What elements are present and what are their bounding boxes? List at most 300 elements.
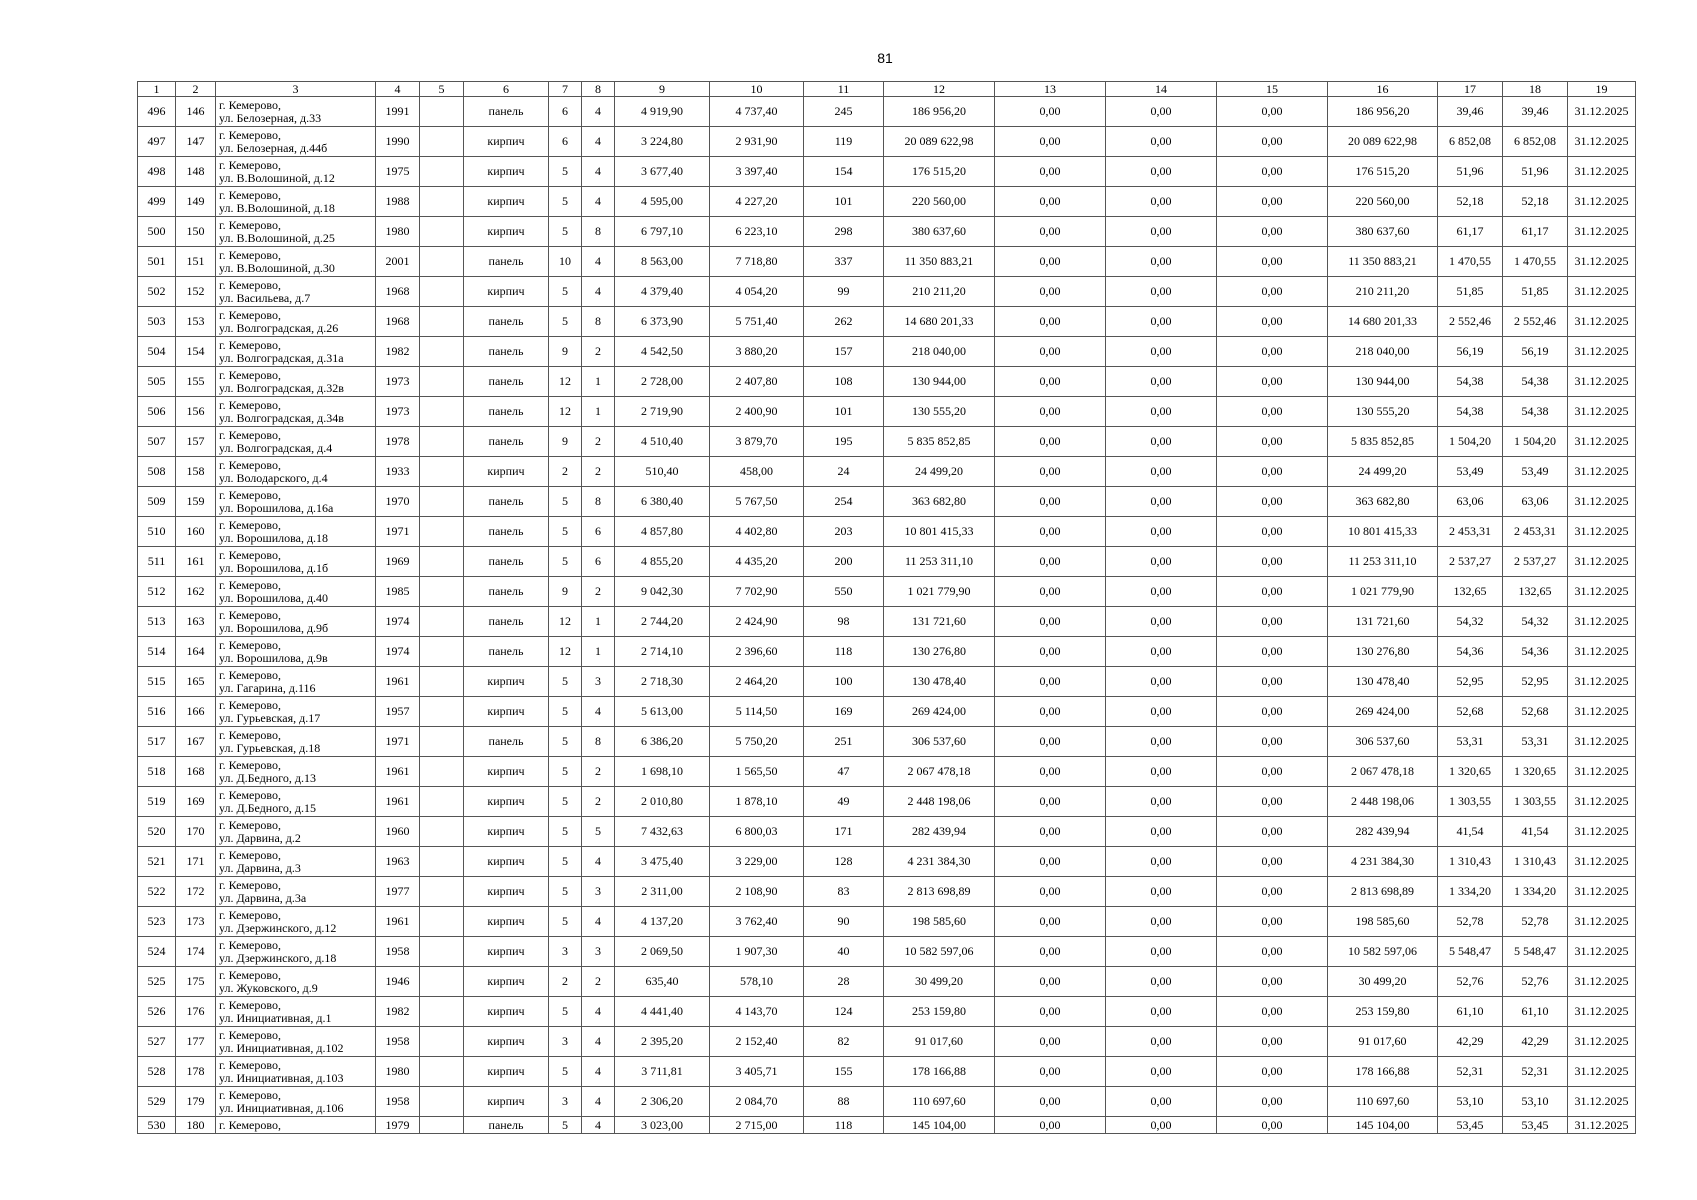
list-number-cell: 160 (176, 517, 216, 547)
build-year-cell: 1968 (376, 277, 420, 307)
cost-total-cell: 24 499,20 (884, 457, 995, 487)
col-15-cell: 0,00 (1217, 847, 1328, 877)
row-number-cell: 518 (138, 757, 176, 787)
address-city: г. Кемерово, (219, 97, 281, 112)
row-number-cell: 529 (138, 1087, 176, 1117)
list-number-cell: 162 (176, 577, 216, 607)
completion-date-cell: 31.12.2025 (1568, 157, 1636, 187)
residents-cell: 124 (804, 997, 884, 1027)
specific-cost-18-cell: 1 470,55 (1503, 247, 1568, 277)
area-total-cell: 8 563,00 (615, 247, 710, 277)
cost-col-16-cell: 2 813 698,89 (1328, 877, 1438, 907)
area-living-cell: 3 879,70 (710, 427, 804, 457)
address-street: ул. В.Волошиной, д.18 (219, 200, 335, 215)
address-cell (216, 667, 376, 697)
address-cell (216, 1117, 376, 1134)
list-number-cell: 150 (176, 217, 216, 247)
specific-cost-17-cell: 42,29 (1438, 1027, 1503, 1057)
entrances-cell: 4 (582, 187, 615, 217)
floors-cell: 5 (549, 187, 582, 217)
table-row (138, 907, 1636, 937)
area-living-cell: 4 435,20 (710, 547, 804, 577)
address-cell (216, 1087, 376, 1117)
area-total-cell: 3 711,81 (615, 1057, 710, 1087)
floors-cell: 5 (549, 907, 582, 937)
col-13-cell: 0,00 (995, 1057, 1106, 1087)
area-living-cell: 2 715,00 (710, 1117, 804, 1134)
list-number-cell: 175 (176, 967, 216, 997)
table-row (138, 397, 1636, 427)
cost-total-cell: 380 637,60 (884, 217, 995, 247)
column-number-10: 10 (710, 82, 804, 97)
col-5-cell (420, 247, 464, 277)
specific-cost-18-cell: 53,31 (1503, 727, 1568, 757)
list-number-cell: 163 (176, 607, 216, 637)
list-number-cell: 146 (176, 97, 216, 127)
address-city: г. Кемерово, (219, 607, 281, 622)
table-row (138, 1057, 1636, 1087)
col-5-cell (420, 937, 464, 967)
col-5-cell (420, 697, 464, 727)
build-year-cell: 1979 (376, 1117, 420, 1134)
col-14-cell: 0,00 (1106, 727, 1217, 757)
col-5-cell (420, 607, 464, 637)
floors-cell: 3 (549, 937, 582, 967)
table-row (138, 577, 1636, 607)
address-street: ул. Инициативная, д.1 (219, 1010, 332, 1025)
col-13-cell: 0,00 (995, 187, 1106, 217)
col-15-cell: 0,00 (1217, 1057, 1328, 1087)
col-14-cell: 0,00 (1106, 817, 1217, 847)
floors-cell: 5 (549, 307, 582, 337)
row-number-cell: 502 (138, 277, 176, 307)
cost-col-16-cell: 20 089 622,98 (1328, 127, 1438, 157)
completion-date-cell: 31.12.2025 (1568, 847, 1636, 877)
cost-total-cell: 5 835 852,85 (884, 427, 995, 457)
specific-cost-17-cell: 41,54 (1438, 817, 1503, 847)
build-year-cell: 1975 (376, 157, 420, 187)
wall-material-cell: кирпич (464, 757, 549, 787)
cost-total-cell: 186 956,20 (884, 97, 995, 127)
col-15-cell: 0,00 (1217, 457, 1328, 487)
completion-date-cell: 31.12.2025 (1568, 727, 1636, 757)
address-city: г. Кемерово, (219, 457, 281, 472)
col-5-cell (420, 1027, 464, 1057)
cost-col-16-cell: 176 515,20 (1328, 157, 1438, 187)
area-total-cell: 3 475,40 (615, 847, 710, 877)
address-city: г. Кемерово, (219, 727, 281, 742)
cost-col-16-cell: 380 637,60 (1328, 217, 1438, 247)
area-living-cell: 5 114,50 (710, 697, 804, 727)
build-year-cell: 1961 (376, 667, 420, 697)
col-5-cell (420, 847, 464, 877)
col-14-cell: 0,00 (1106, 877, 1217, 907)
specific-cost-18-cell: 53,45 (1503, 1117, 1568, 1134)
wall-material-cell: кирпич (464, 157, 549, 187)
list-number-cell: 148 (176, 157, 216, 187)
address-city: г. Кемерово, (219, 397, 281, 412)
address-city: г. Кемерово, (219, 967, 281, 982)
specific-cost-18-cell: 1 334,20 (1503, 877, 1568, 907)
address-city: г. Кемерово, (219, 757, 281, 772)
specific-cost-18-cell: 63,06 (1503, 487, 1568, 517)
col-14-cell: 0,00 (1106, 1087, 1217, 1117)
cost-total-cell: 2 813 698,89 (884, 877, 995, 907)
col-13-cell: 0,00 (995, 97, 1106, 127)
specific-cost-17-cell: 52,31 (1438, 1057, 1503, 1087)
list-number-cell: 168 (176, 757, 216, 787)
address-street: ул. Ворошилова, д.9б (219, 620, 329, 635)
wall-material-cell: панель (464, 637, 549, 667)
completion-date-cell: 31.12.2025 (1568, 937, 1636, 967)
entrances-cell: 4 (582, 247, 615, 277)
table-row (138, 97, 1636, 127)
cost-col-16-cell: 130 944,00 (1328, 367, 1438, 397)
build-year-cell: 1990 (376, 127, 420, 157)
specific-cost-17-cell: 1 303,55 (1438, 787, 1503, 817)
build-year-cell: 1977 (376, 877, 420, 907)
row-number-cell: 496 (138, 97, 176, 127)
row-number-cell: 527 (138, 1027, 176, 1057)
column-number-15: 15 (1217, 82, 1328, 97)
area-living-cell: 2 152,40 (710, 1027, 804, 1057)
row-number-cell: 524 (138, 937, 176, 967)
area-living-cell: 2 931,90 (710, 127, 804, 157)
area-living-cell: 2 424,90 (710, 607, 804, 637)
col-5-cell (420, 787, 464, 817)
area-total-cell: 9 042,30 (615, 577, 710, 607)
specific-cost-18-cell: 1 320,65 (1503, 757, 1568, 787)
col-14-cell: 0,00 (1106, 907, 1217, 937)
list-number-cell: 153 (176, 307, 216, 337)
col-14-cell: 0,00 (1106, 517, 1217, 547)
residents-cell: 550 (804, 577, 884, 607)
col-15-cell: 0,00 (1217, 127, 1328, 157)
entrances-cell: 8 (582, 727, 615, 757)
floors-cell: 5 (549, 997, 582, 1027)
completion-date-cell: 31.12.2025 (1568, 667, 1636, 697)
address-street: ул. Володарского, д.4 (219, 470, 328, 485)
address-cell (216, 877, 376, 907)
address-cell (216, 127, 376, 157)
column-number-9: 9 (615, 82, 710, 97)
residents-cell: 49 (804, 787, 884, 817)
col-13-cell: 0,00 (995, 847, 1106, 877)
row-number-cell: 508 (138, 457, 176, 487)
list-number-cell: 176 (176, 997, 216, 1027)
table-row (138, 997, 1636, 1027)
cost-col-16-cell: 11 350 883,21 (1328, 247, 1438, 277)
floors-cell: 5 (549, 787, 582, 817)
wall-material-cell: панель (464, 607, 549, 637)
wall-material-cell: кирпич (464, 1027, 549, 1057)
entrances-cell: 8 (582, 487, 615, 517)
entrances-cell: 4 (582, 277, 615, 307)
entrances-cell: 4 (582, 97, 615, 127)
cost-total-cell: 11 350 883,21 (884, 247, 995, 277)
col-13-cell: 0,00 (995, 937, 1106, 967)
wall-material-cell: панель (464, 487, 549, 517)
area-living-cell: 2 108,90 (710, 877, 804, 907)
cost-col-16-cell: 218 040,00 (1328, 337, 1438, 367)
cost-total-cell: 269 424,00 (884, 697, 995, 727)
floors-cell: 3 (549, 1087, 582, 1117)
col-5-cell (420, 367, 464, 397)
specific-cost-17-cell: 61,10 (1438, 997, 1503, 1027)
col-13-cell: 0,00 (995, 877, 1106, 907)
build-year-cell: 1970 (376, 487, 420, 517)
address-street: ул. Белозерная, д.33 (219, 110, 322, 125)
specific-cost-17-cell: 51,96 (1438, 157, 1503, 187)
column-number-row (138, 82, 1636, 97)
col-14-cell: 0,00 (1106, 547, 1217, 577)
col-15-cell: 0,00 (1217, 547, 1328, 577)
col-15-cell: 0,00 (1217, 817, 1328, 847)
floors-cell: 5 (549, 817, 582, 847)
list-number-cell: 155 (176, 367, 216, 397)
build-year-cell: 1971 (376, 517, 420, 547)
residents-cell: 298 (804, 217, 884, 247)
wall-material-cell: кирпич (464, 967, 549, 997)
wall-material-cell: кирпич (464, 787, 549, 817)
floors-cell: 2 (549, 457, 582, 487)
col-13-cell: 0,00 (995, 577, 1106, 607)
residents-cell: 195 (804, 427, 884, 457)
entrances-cell: 4 (582, 1027, 615, 1057)
wall-material-cell: кирпич (464, 1057, 549, 1087)
address-city: г. Кемерово, (219, 817, 281, 832)
specific-cost-18-cell: 5 548,47 (1503, 937, 1568, 967)
address-city: г. Кемерово, (219, 127, 281, 142)
table-row (138, 727, 1636, 757)
list-number-cell: 151 (176, 247, 216, 277)
col-5-cell (420, 1117, 464, 1134)
specific-cost-17-cell: 54,32 (1438, 607, 1503, 637)
specific-cost-18-cell: 42,29 (1503, 1027, 1568, 1057)
address-cell (216, 397, 376, 427)
col-5-cell (420, 577, 464, 607)
table-row (138, 757, 1636, 787)
wall-material-cell: кирпич (464, 817, 549, 847)
build-year-cell: 1963 (376, 847, 420, 877)
floors-cell: 3 (549, 1027, 582, 1057)
entrances-cell: 6 (582, 547, 615, 577)
area-total-cell: 4 510,40 (615, 427, 710, 457)
address-street: ул. Белозерная, д.44б (219, 140, 328, 155)
address-city: г. Кемерово, (219, 487, 281, 502)
address-street: ул. Волгоградская, д.34в (219, 410, 344, 425)
address-street: ул. Ворошилова, д.40 (219, 590, 329, 605)
floors-cell: 5 (549, 757, 582, 787)
row-number-cell: 523 (138, 907, 176, 937)
list-number-cell: 170 (176, 817, 216, 847)
area-total-cell: 6 386,20 (615, 727, 710, 757)
col-15-cell: 0,00 (1217, 277, 1328, 307)
address-cell (216, 367, 376, 397)
floors-cell: 5 (549, 1057, 582, 1087)
specific-cost-17-cell: 54,38 (1438, 397, 1503, 427)
col-15-cell: 0,00 (1217, 397, 1328, 427)
specific-cost-18-cell: 54,36 (1503, 637, 1568, 667)
specific-cost-17-cell: 52,68 (1438, 697, 1503, 727)
cost-total-cell: 198 585,60 (884, 907, 995, 937)
col-5-cell (420, 217, 464, 247)
address-cell (216, 577, 376, 607)
entrances-cell: 2 (582, 757, 615, 787)
address-street: ул. В.Волошиной, д.12 (219, 170, 335, 185)
table-row (138, 1117, 1636, 1134)
wall-material-cell: кирпич (464, 187, 549, 217)
list-number-cell: 167 (176, 727, 216, 757)
area-total-cell: 4 379,40 (615, 277, 710, 307)
area-total-cell: 2 311,00 (615, 877, 710, 907)
cost-col-16-cell: 130 555,20 (1328, 397, 1438, 427)
col-5-cell (420, 727, 464, 757)
col-14-cell: 0,00 (1106, 127, 1217, 157)
column-number-5: 5 (420, 82, 464, 97)
residents-cell: 101 (804, 187, 884, 217)
address-cell (216, 337, 376, 367)
table-row (138, 247, 1636, 277)
address-cell (216, 637, 376, 667)
area-total-cell: 4 855,20 (615, 547, 710, 577)
completion-date-cell: 31.12.2025 (1568, 457, 1636, 487)
list-number-cell: 180 (176, 1117, 216, 1134)
col-14-cell: 0,00 (1106, 367, 1217, 397)
list-number-cell: 172 (176, 877, 216, 907)
address-city: г. Кемерово, (219, 1027, 281, 1042)
completion-date-cell: 31.12.2025 (1568, 367, 1636, 397)
address-street: ул. Волгоградская, д.26 (219, 320, 339, 335)
area-total-cell: 635,40 (615, 967, 710, 997)
entrances-cell: 3 (582, 937, 615, 967)
list-number-cell: 171 (176, 847, 216, 877)
col-15-cell: 0,00 (1217, 667, 1328, 697)
col-13-cell: 0,00 (995, 697, 1106, 727)
entrances-cell: 4 (582, 907, 615, 937)
specific-cost-17-cell: 52,95 (1438, 667, 1503, 697)
row-number-cell: 520 (138, 817, 176, 847)
specific-cost-17-cell: 52,78 (1438, 907, 1503, 937)
cost-total-cell: 110 697,60 (884, 1087, 995, 1117)
table-row (138, 697, 1636, 727)
cost-total-cell: 220 560,00 (884, 187, 995, 217)
area-total-cell: 4 441,40 (615, 997, 710, 1027)
col-14-cell: 0,00 (1106, 157, 1217, 187)
row-number-cell: 514 (138, 637, 176, 667)
area-total-cell: 2 719,90 (615, 397, 710, 427)
table-row (138, 967, 1636, 997)
residents-cell: 262 (804, 307, 884, 337)
col-15-cell: 0,00 (1217, 637, 1328, 667)
specific-cost-18-cell: 61,10 (1503, 997, 1568, 1027)
list-number-cell: 169 (176, 787, 216, 817)
address-city: г. Кемерово, (219, 637, 281, 652)
area-living-cell: 4 402,80 (710, 517, 804, 547)
residents-cell: 24 (804, 457, 884, 487)
row-number-cell: 528 (138, 1057, 176, 1087)
specific-cost-17-cell: 54,36 (1438, 637, 1503, 667)
table-row (138, 547, 1636, 577)
address-cell (216, 1027, 376, 1057)
address-cell (216, 487, 376, 517)
wall-material-cell: панель (464, 337, 549, 367)
specific-cost-17-cell: 2 537,27 (1438, 547, 1503, 577)
entrances-cell: 4 (582, 1117, 615, 1134)
floors-cell: 5 (549, 487, 582, 517)
row-number-cell: 521 (138, 847, 176, 877)
floors-cell: 2 (549, 967, 582, 997)
address-street: ул. Ворошилова, д.9в (219, 650, 328, 665)
residents-cell: 155 (804, 1057, 884, 1087)
area-living-cell: 4 054,20 (710, 277, 804, 307)
col-13-cell: 0,00 (995, 337, 1106, 367)
residents-cell: 90 (804, 907, 884, 937)
specific-cost-18-cell: 1 310,43 (1503, 847, 1568, 877)
floors-cell: 5 (549, 727, 582, 757)
area-living-cell: 7 718,80 (710, 247, 804, 277)
column-number-12: 12 (884, 82, 995, 97)
col-14-cell: 0,00 (1106, 967, 1217, 997)
cost-total-cell: 10 582 597,06 (884, 937, 995, 967)
address-city: г. Кемерово, (219, 667, 281, 682)
wall-material-cell: кирпич (464, 457, 549, 487)
specific-cost-17-cell: 51,85 (1438, 277, 1503, 307)
residents-cell: 28 (804, 967, 884, 997)
table-row (138, 457, 1636, 487)
cost-col-16-cell: 24 499,20 (1328, 457, 1438, 487)
wall-material-cell: кирпич (464, 847, 549, 877)
col-5-cell (420, 307, 464, 337)
residents-cell: 82 (804, 1027, 884, 1057)
wall-material-cell: кирпич (464, 217, 549, 247)
address-cell (216, 547, 376, 577)
area-total-cell: 2 306,20 (615, 1087, 710, 1117)
col-14-cell: 0,00 (1106, 787, 1217, 817)
area-living-cell: 6 800,03 (710, 817, 804, 847)
entrances-cell: 5 (582, 817, 615, 847)
specific-cost-18-cell: 53,10 (1503, 1087, 1568, 1117)
col-15-cell: 0,00 (1217, 157, 1328, 187)
address-city: г. Кемерово, (219, 997, 281, 1012)
cost-total-cell: 130 944,00 (884, 367, 995, 397)
address-cell (216, 907, 376, 937)
address-cell (216, 607, 376, 637)
build-year-cell: 1961 (376, 757, 420, 787)
row-number-cell: 515 (138, 667, 176, 697)
table-row (138, 607, 1636, 637)
col-5-cell (420, 1087, 464, 1117)
address-cell (216, 847, 376, 877)
row-number-cell: 512 (138, 577, 176, 607)
specific-cost-17-cell: 1 320,65 (1438, 757, 1503, 787)
address-cell (216, 517, 376, 547)
table-row (138, 187, 1636, 217)
area-living-cell: 1 565,50 (710, 757, 804, 787)
address-cell (216, 967, 376, 997)
floors-cell: 5 (549, 547, 582, 577)
residents-cell: 100 (804, 667, 884, 697)
completion-date-cell: 31.12.2025 (1568, 1027, 1636, 1057)
specific-cost-17-cell: 1 334,20 (1438, 877, 1503, 907)
column-number-6: 6 (464, 82, 549, 97)
residents-cell: 88 (804, 1087, 884, 1117)
col-14-cell: 0,00 (1106, 757, 1217, 787)
address-cell (216, 757, 376, 787)
col-14-cell: 0,00 (1106, 217, 1217, 247)
col-15-cell: 0,00 (1217, 967, 1328, 997)
address-street: ул. Дзержинского, д.18 (219, 950, 337, 965)
